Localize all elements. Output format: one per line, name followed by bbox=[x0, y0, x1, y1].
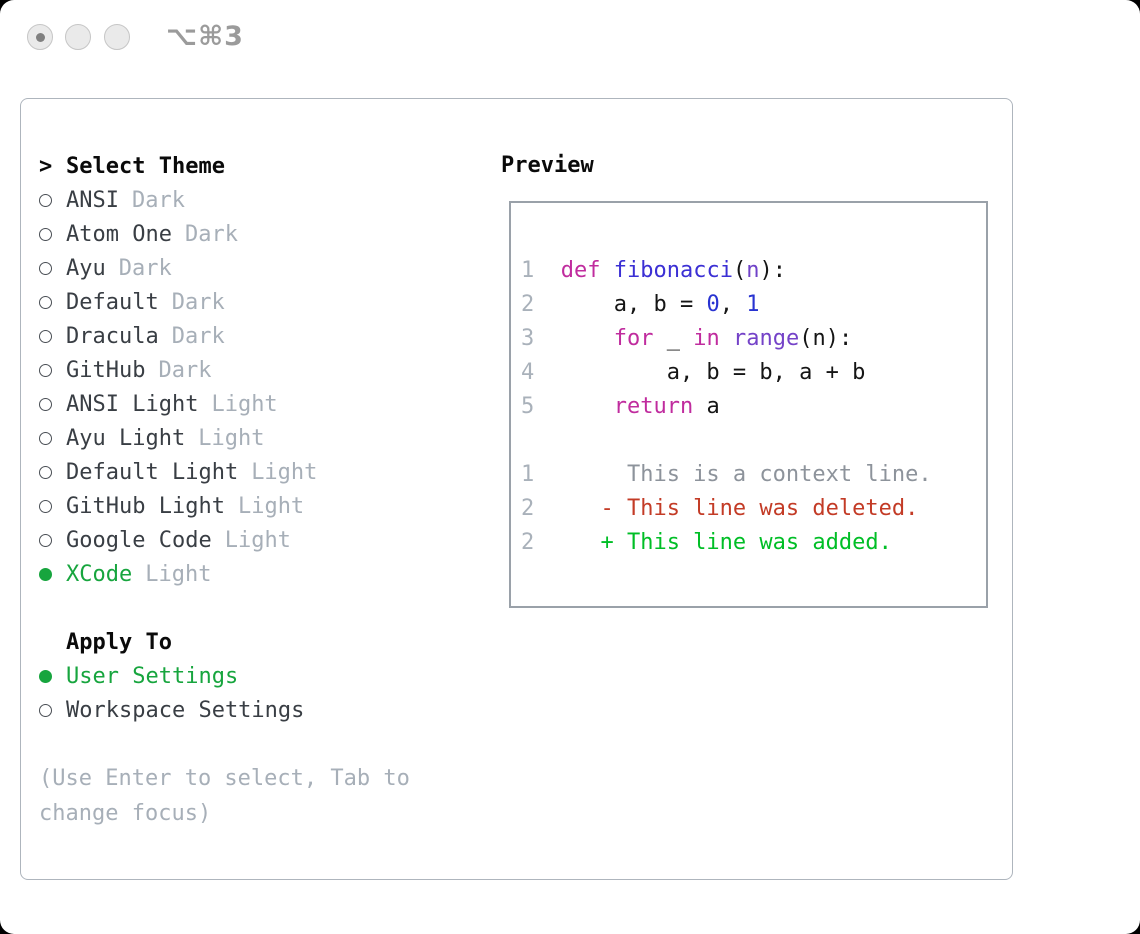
theme-name: ANSI Light bbox=[66, 391, 199, 417]
radio-icon bbox=[39, 228, 52, 241]
theme-name: ANSI bbox=[66, 187, 119, 213]
line-number: 1 bbox=[521, 461, 535, 487]
window-button-zoom[interactable] bbox=[104, 24, 130, 50]
code-text: a, b = b, a + b bbox=[560, 359, 866, 385]
code-text: def fibonacci(n): bbox=[560, 257, 786, 283]
keyboard-shortcut-label: ⌥⌘3 bbox=[166, 21, 244, 52]
apply-option-user-settings[interactable] bbox=[39, 659, 479, 693]
radio-icon bbox=[39, 330, 52, 343]
help-text-line: change focus) bbox=[39, 801, 212, 826]
radio-icon bbox=[39, 262, 52, 275]
line-number: 4 bbox=[521, 359, 535, 385]
code-line bbox=[521, 287, 986, 321]
theme-variant: Light bbox=[251, 459, 318, 485]
line-number: 2 bbox=[521, 495, 535, 521]
theme-item-ansi-dark[interactable] bbox=[39, 183, 479, 217]
theme-name: Default Light bbox=[66, 459, 239, 485]
theme-list bbox=[39, 149, 479, 831]
code-line bbox=[521, 389, 986, 423]
theme-name: Ayu bbox=[66, 255, 106, 281]
diff-added-line bbox=[521, 525, 986, 559]
theme-selector-panel bbox=[20, 98, 1013, 880]
theme-variant: Dark bbox=[184, 221, 238, 247]
theme-variant: Light bbox=[198, 425, 265, 451]
help-text bbox=[39, 761, 479, 831]
code-text: return a bbox=[613, 393, 720, 419]
window-button-close[interactable] bbox=[27, 24, 53, 50]
theme-item-github-light[interactable] bbox=[39, 489, 479, 523]
code-line bbox=[521, 321, 986, 355]
theme-variant: Light bbox=[145, 561, 212, 587]
theme-variant: Light bbox=[211, 391, 278, 417]
theme-variant: Dark bbox=[158, 357, 212, 383]
code-text: a, b = 0, 1 bbox=[560, 291, 760, 317]
theme-list-header bbox=[39, 149, 479, 183]
apply-option-label: Workspace Settings bbox=[66, 697, 305, 723]
apply-option-label: User Settings bbox=[66, 663, 239, 689]
apply-to-header bbox=[39, 625, 479, 659]
theme-item-dracula-dark[interactable] bbox=[39, 319, 479, 353]
prompt-icon: > bbox=[39, 153, 53, 179]
radio-icon bbox=[39, 398, 52, 411]
theme-item-xcode[interactable] bbox=[39, 557, 479, 591]
theme-name: Atom One bbox=[66, 221, 172, 247]
radio-icon bbox=[39, 534, 52, 547]
title-bar bbox=[0, 0, 1140, 74]
radio-icon bbox=[39, 296, 52, 309]
theme-item-atom-one-dark[interactable] bbox=[39, 217, 479, 251]
theme-variant: Dark bbox=[131, 187, 185, 213]
preview-box bbox=[509, 201, 988, 608]
theme-variant: Dark bbox=[171, 323, 225, 349]
theme-item-ayu-dark[interactable] bbox=[39, 251, 479, 285]
diff-context-line bbox=[521, 457, 986, 491]
code-line bbox=[521, 355, 986, 389]
radio-icon bbox=[39, 670, 52, 683]
theme-name: Google Code bbox=[66, 527, 212, 553]
radio-icon bbox=[39, 364, 52, 377]
theme-list-title: Select Theme bbox=[66, 153, 225, 179]
theme-name: GitHub Light bbox=[66, 493, 225, 519]
apply-to-title: Apply To bbox=[66, 629, 172, 655]
theme-item-ansi-light[interactable] bbox=[39, 387, 479, 421]
theme-item-google-code[interactable] bbox=[39, 523, 479, 557]
radio-icon bbox=[39, 500, 52, 513]
line-number: 3 bbox=[521, 325, 535, 351]
diff-deleted-line bbox=[521, 491, 986, 525]
theme-item-ayu-light[interactable] bbox=[39, 421, 479, 455]
line-number: 5 bbox=[521, 393, 535, 419]
theme-variant: Light bbox=[237, 493, 305, 519]
line-number: 1 bbox=[521, 257, 535, 283]
diff-text: + This line was added. bbox=[560, 529, 892, 555]
theme-name: Ayu Light bbox=[66, 425, 186, 451]
apply-option-workspace-settings[interactable] bbox=[39, 693, 479, 727]
code-text: for _ in range(n): bbox=[613, 325, 853, 351]
line-number: 2 bbox=[521, 291, 535, 317]
theme-item-default-dark[interactable] bbox=[39, 285, 479, 319]
theme-name: XCode bbox=[66, 561, 133, 587]
theme-name: Dracula bbox=[66, 323, 159, 349]
theme-variant: Dark bbox=[118, 255, 172, 281]
diff-text: - This line was deleted. bbox=[560, 495, 919, 521]
window-button-minimize[interactable] bbox=[65, 24, 91, 50]
radio-icon bbox=[39, 194, 52, 207]
preview-title: Preview bbox=[501, 153, 594, 178]
diff-text: This is a context line. bbox=[560, 461, 932, 487]
active-dot-icon bbox=[36, 33, 45, 42]
line-number: 2 bbox=[521, 529, 535, 555]
radio-icon bbox=[39, 704, 52, 717]
theme-item-github-dark[interactable] bbox=[39, 353, 479, 387]
theme-name: Default bbox=[66, 289, 159, 315]
radio-icon bbox=[39, 568, 52, 581]
help-text-line: (Use Enter to select, Tab to bbox=[39, 766, 410, 791]
theme-variant: Dark bbox=[171, 289, 225, 315]
radio-icon bbox=[39, 466, 52, 479]
theme-variant: Light bbox=[224, 527, 291, 553]
theme-item-default-light[interactable] bbox=[39, 455, 479, 489]
radio-icon bbox=[39, 432, 52, 445]
theme-name: GitHub bbox=[66, 357, 146, 383]
code-line bbox=[521, 253, 986, 287]
